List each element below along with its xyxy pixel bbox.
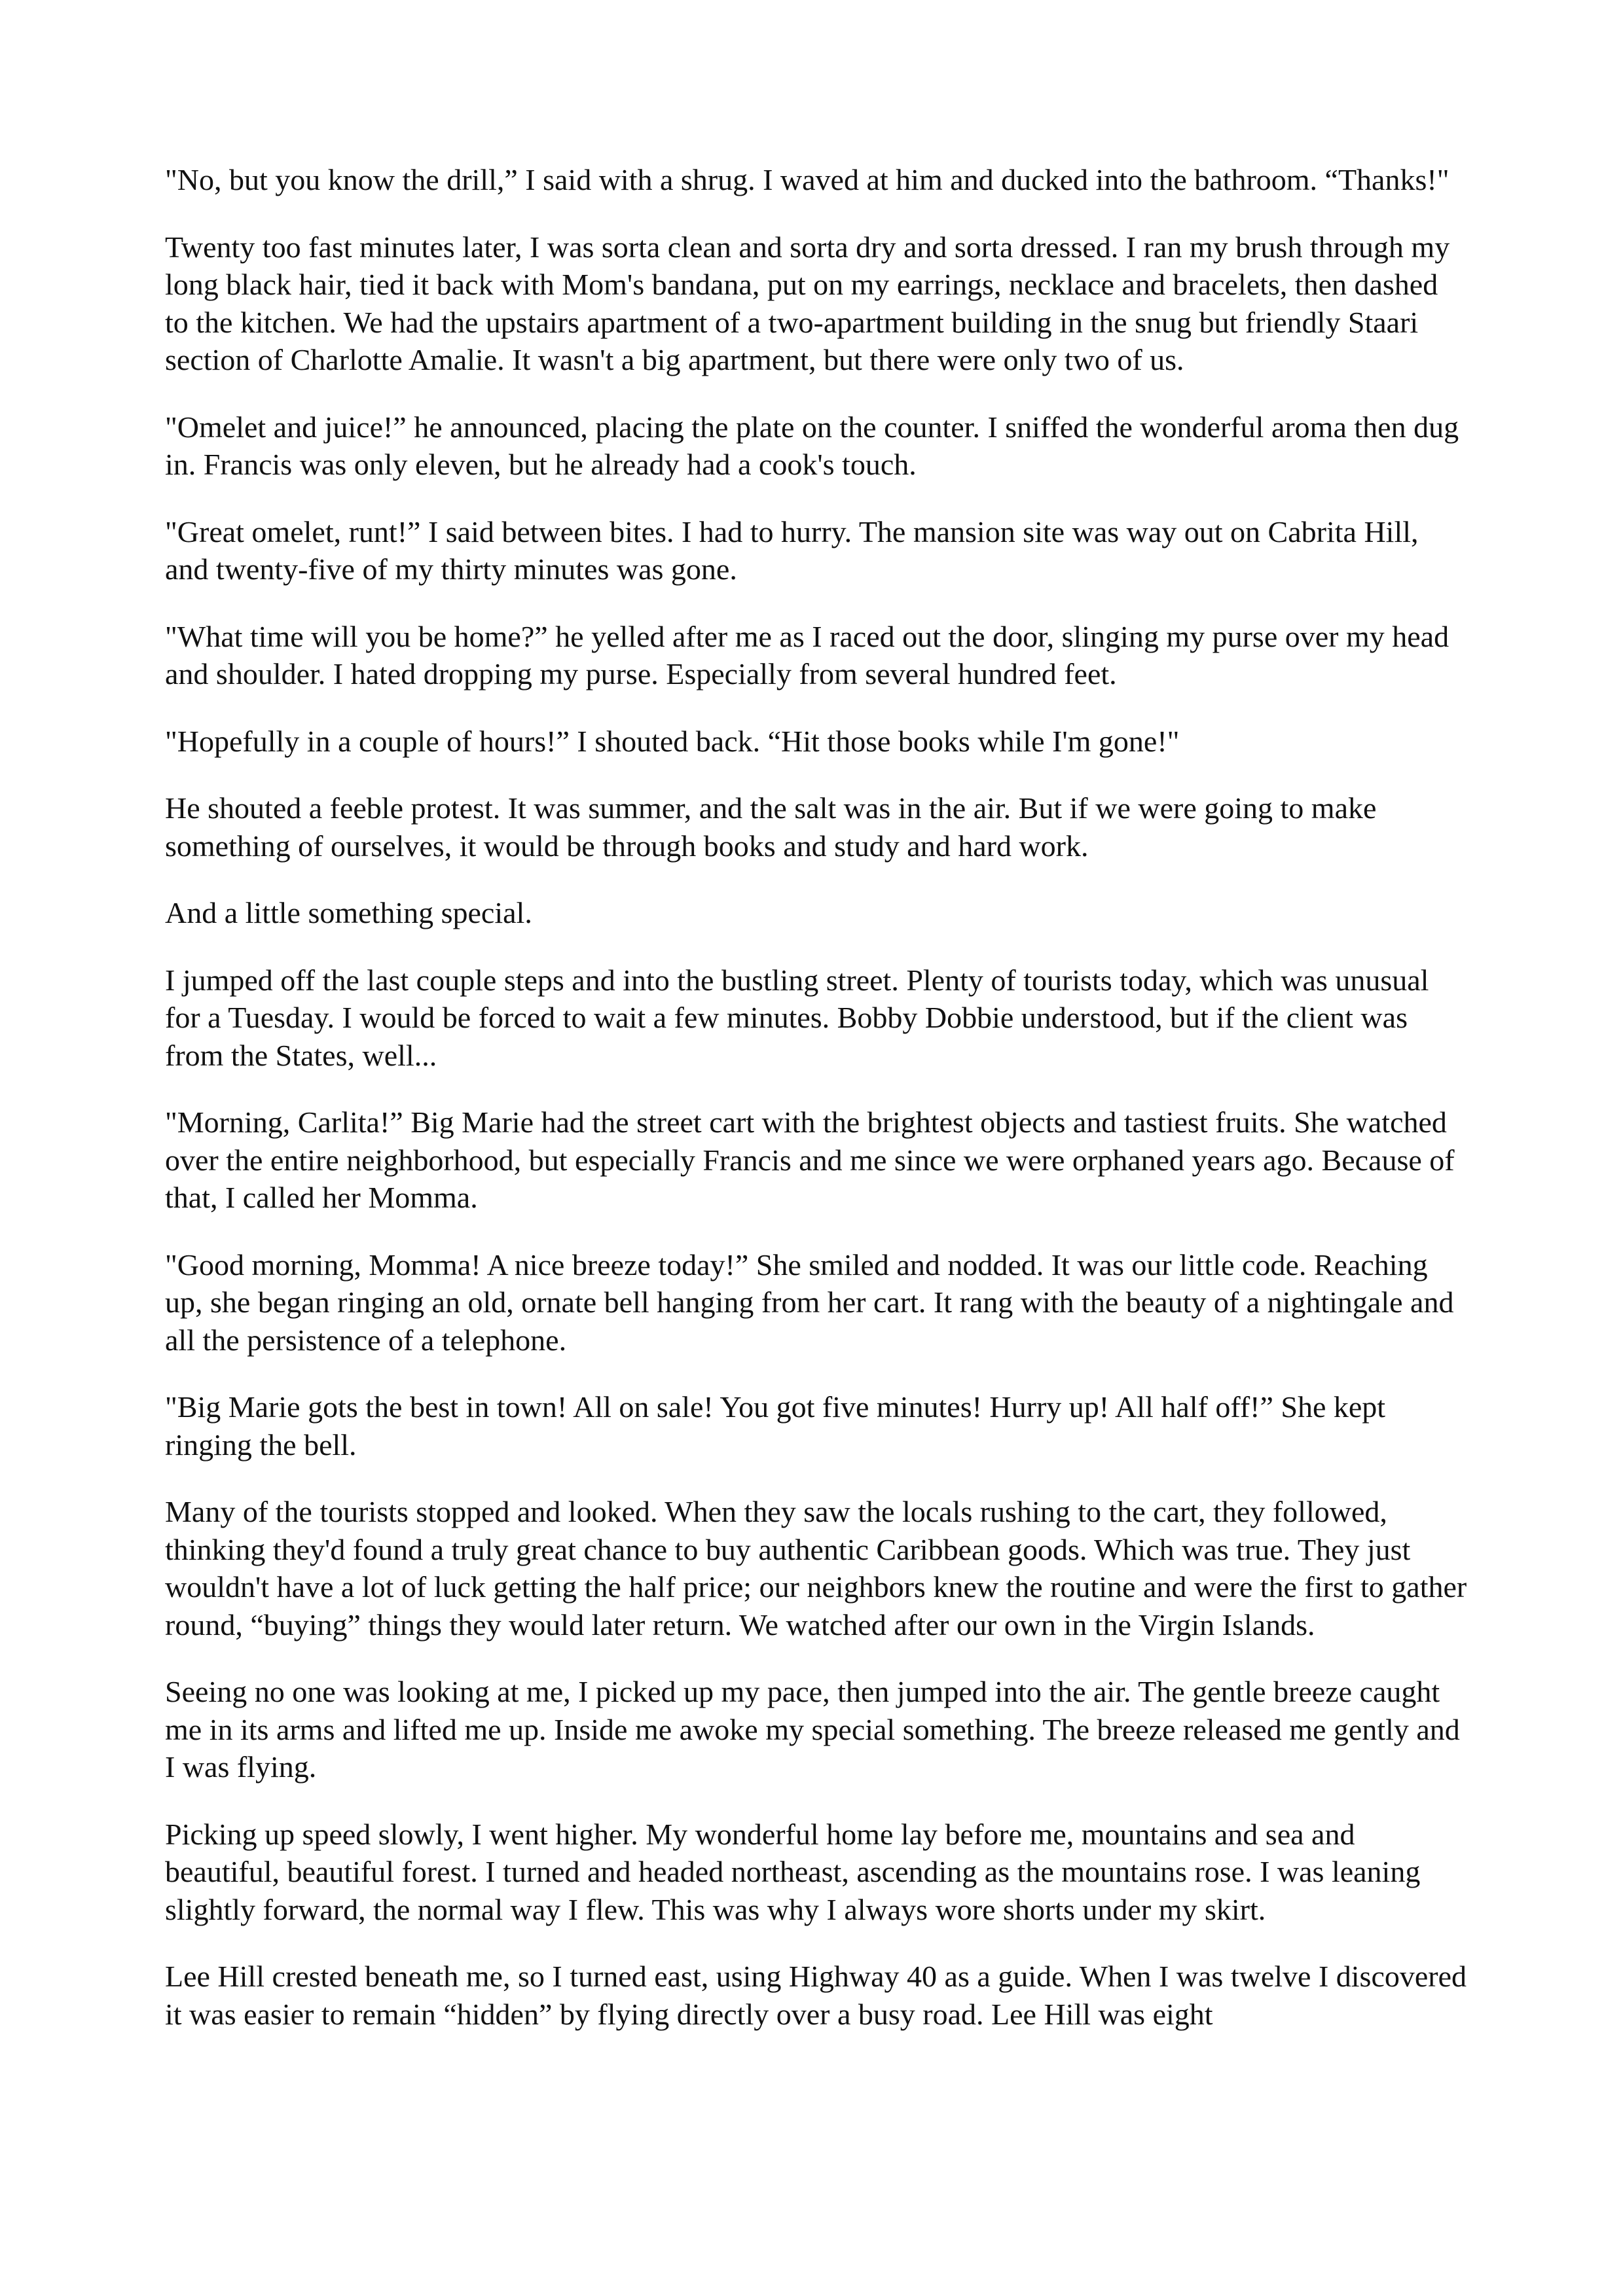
paragraph: "Big Marie gots the best in town! All on sale! You got five minutes! Hurry up! All half off!” She kept ringing the bell. — [165, 1390, 1386, 1462]
paragraph: Picking up speed slowly, I went higher. My wonderful home lay before me, mountains and sea and beautiful, beautiful forest. I turned and headed northeast, ascending as the mountains rose. I was leaning slightly forward, the normal way I flew. This was why I always wore shorts under my skirt. — [165, 1817, 1421, 1926]
paragraph: "Good morning, Momma! A nice breeze today!” She smiled and nodded. It was our little code. Reaching up, she began ringing an old, ornate bell hanging from her cart. It rang with the beauty of a nightingale and all the persistence of a telephone. — [165, 1247, 1454, 1357]
paragraph: "No, but you know the drill,” I said with a shrug. I waved at him and ducked into the bathroom. “Thanks!" — [165, 163, 1450, 196]
paragraph: "Hopefully in a couple of hours!” I shouted back. “Hit those books while I'm gone!" — [165, 724, 1180, 758]
paragraph: He shouted a feeble protest. It was summer, and the salt was in the air. But if we were going to make something of ourselves, it would be through books and study and hard work. — [165, 791, 1377, 863]
paragraph: And a little something special. — [165, 896, 532, 929]
paragraph: "Great omelet, runt!” I said between bites. I had to hurry. The mansion site was way out on Cabrita Hill, and twenty-five of my thirty minutes was gone. — [165, 514, 1419, 586]
paragraph: "What time will you be home?” he yelled after me as I raced out the door, slinging my purse over my head and shoulder. I hated dropping my purse. Especially from several hundred feet. — [165, 619, 1450, 691]
paragraph: Lee Hill crested beneath me, so I turned east, using Highway 40 as a guide. When I was twelve I discovered it was easier to remain “hidden” by flying directly over a busy road. Lee Hill was eight — [165, 1960, 1467, 2031]
paragraph: Twenty too fast minutes later, I was sorta clean and sorta dry and sorta dressed. I ran my brush through my long black hair, tied it back with Mom's bandana, put on my earrings, necklace and bracelets, then dashed to the kitchen. We had the upstairs apartment of a two-apartment building in the snug but friendly Staari section of Charlotte Amalie. It wasn't a big apartment, but there were only two of us. — [165, 230, 1450, 376]
paragraph: I jumped off the last couple steps and into the bustling street. Plenty of tourists today, which was unusual for a Tuesday. I would be forced to wait a few minutes. Bobby Dobbie understood, but if the client was from the States, well... — [165, 963, 1429, 1072]
paragraph: "Morning, Carlita!” Big Marie had the street cart with the brightest objects and tastiest fruits. She watched over the entire neighborhood, but especially Francis and me since we were orphaned years ago. Because of that, I called her Momma. — [165, 1105, 1455, 1214]
paragraph: Seeing no one was looking at me, I picked up my pace, then jumped into the air. The gentle breeze caught me in its arms and lifted me up. Inside me awoke my special something. The breeze released me gently and I was flying. — [165, 1675, 1460, 1784]
paragraph: "Omelet and juice!” he announced, placing the plate on the counter. I sniffed the wonderful aroma then dug in. Francis was only eleven, but he already had a cook's touch. — [165, 410, 1459, 481]
story-text — [165, 161, 1468, 2033]
paragraph: Many of the tourists stopped and looked. When they saw the locals rushing to the cart, they followed, thinking they'd found a truly great chance to buy authentic Caribbean goods. Which was true. They just wouldn't have a lot of luck getting the half price; our neighbors knew the routine and were the first to gather round, “buying” things they would later return. We watched after our own in the Virgin Islands. — [165, 1495, 1467, 1641]
